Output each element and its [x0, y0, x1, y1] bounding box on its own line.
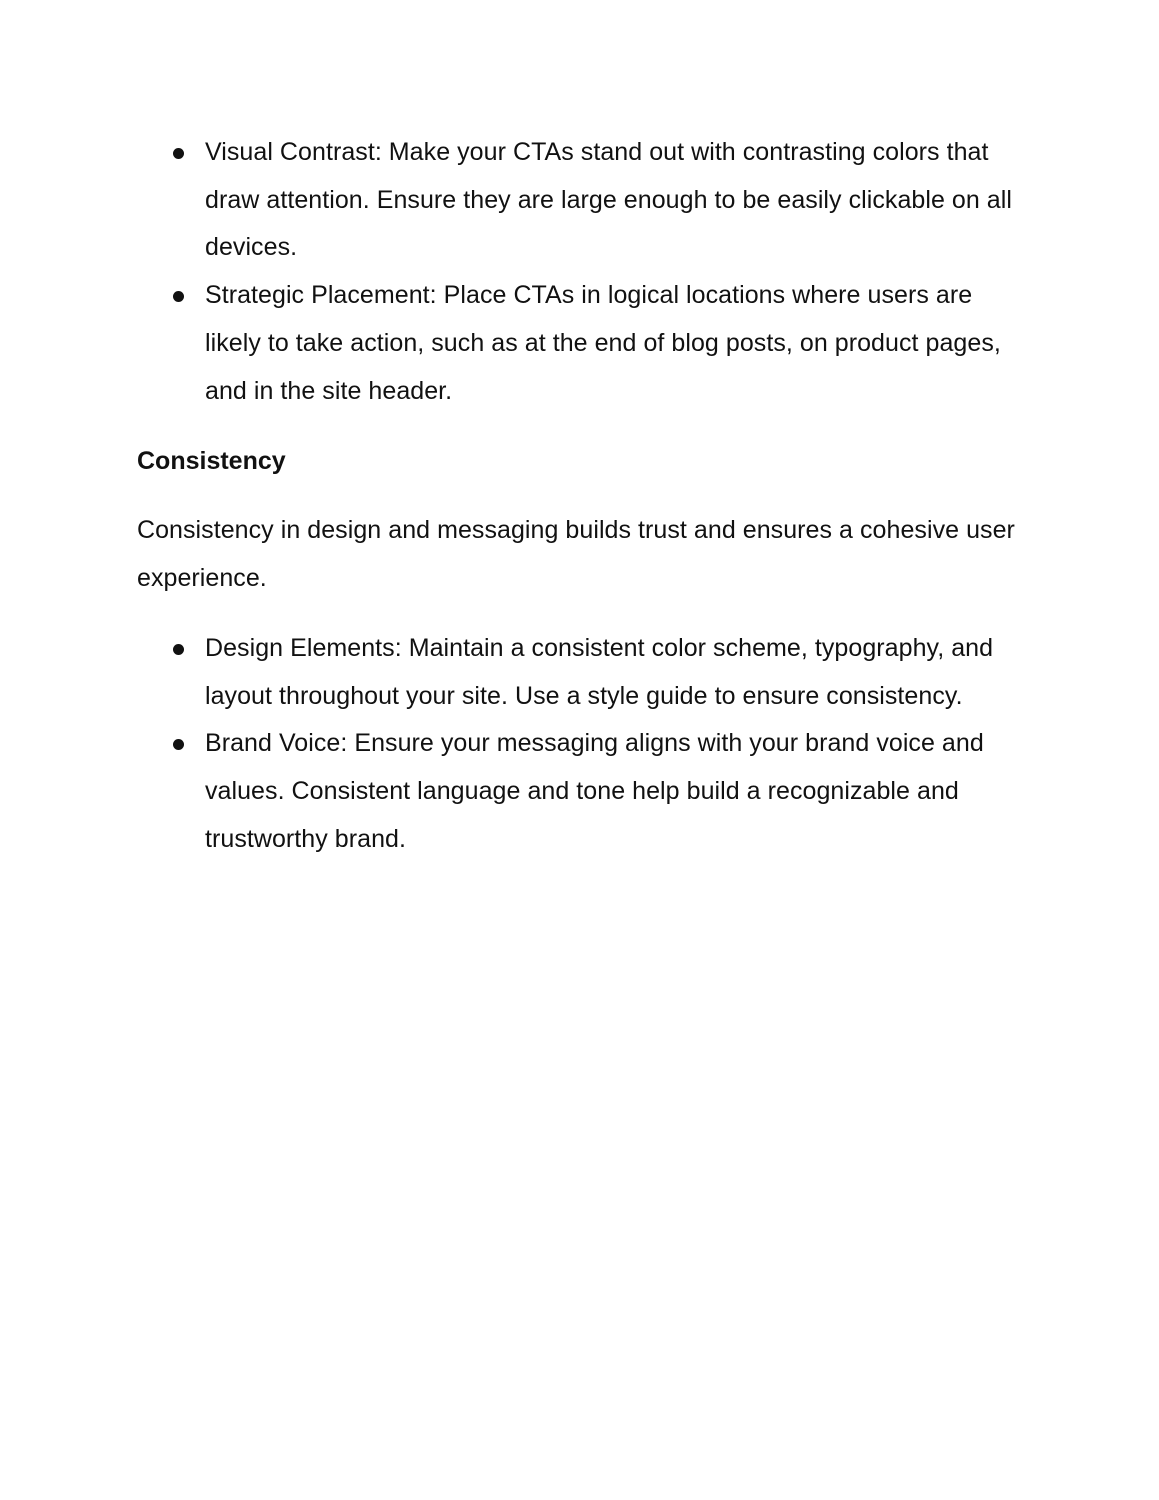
list-item-text: Strategic Placement: Place CTAs in logical locations where users are likely to take action, such as at the end of blog posts, on product pages, and in the site header. [205, 281, 1001, 405]
bullet-icon [173, 644, 184, 655]
bullet-icon [173, 148, 184, 159]
bullet-icon [173, 739, 184, 750]
list-item-design-elements [165, 625, 1035, 720]
list-item-text: Brand Voice: Ensure your messaging aligns with your brand voice and values. Consistent language and tone help build a recognizable and trustworthy brand. [205, 729, 984, 853]
bullet-list-consistency [165, 625, 1035, 864]
list-item-text: Design Elements: Maintain a consistent color scheme, typography, and layout throughout your site. Use a style guide to ensure consistency. [205, 634, 994, 710]
list-item-strategic-placement [165, 272, 1035, 415]
bullet-icon [173, 291, 184, 302]
section-heading-consistency: Consistency [137, 447, 286, 475]
list-item-brand-voice [165, 720, 1035, 863]
list-item-text: Visual Contrast: Make your CTAs stand out with contrasting colors that draw attention. Ensure they are large enough to be easily clickable on all devices. [205, 138, 1012, 262]
bullet-list-cta [165, 129, 1035, 415]
section-paragraph: Consistency in design and messaging builds trust and ensures a cohesive user experience. [137, 516, 1015, 592]
list-item-visual-contrast [165, 129, 1035, 272]
